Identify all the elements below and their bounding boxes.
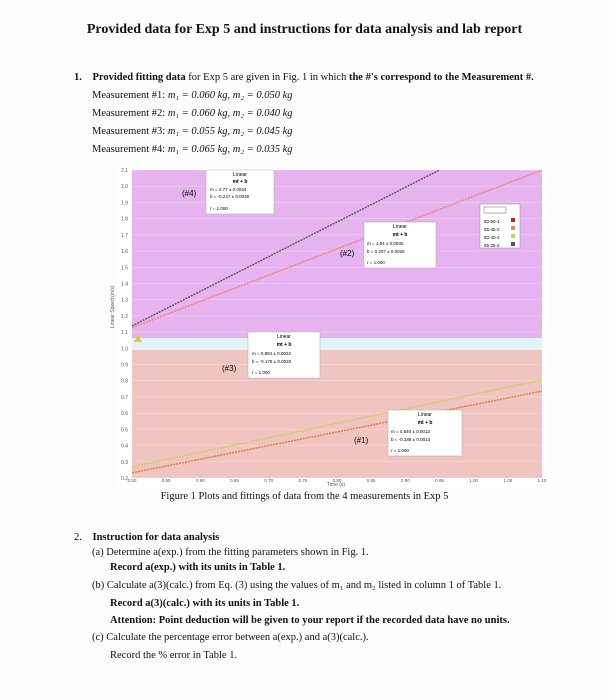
legend-swatch-3 [511, 234, 515, 238]
x-axis-label: Time (s) [326, 482, 346, 488]
measurement-2: Measurement #2: m₁ = 0.060 kg, m₂ = 0.040 kg [92, 108, 293, 119]
measurement-1: Measurement #1: m₁ = 0.060 kg, m₂ = 0.050 kg [92, 90, 293, 101]
y-tick-label: 1.8 [121, 216, 128, 223]
y-tick-label: 0.5 [121, 427, 128, 434]
svg-text:mt + b: mt + b [417, 420, 433, 426]
y-tick-label: 0.8 [121, 378, 128, 385]
y-tick-label: 2.1 [121, 168, 128, 174]
svg-text:b = -0.247 ± 0.0039: b = -0.247 ± 0.0039 [210, 194, 250, 199]
x-tick-label: 0.70 [264, 478, 274, 483]
measurement-4: Measurement #4: m₁ = 0.065 kg, m₂ = 0.035 kg [92, 144, 293, 155]
x-tick-label: 0.75 [298, 478, 308, 483]
y-tick-label: 1.4 [121, 281, 128, 288]
step-c: (c) Calculate the percentage error between a(exp.) and a(3)(calc.). [92, 632, 369, 643]
legend-dropdown[interactable] [484, 207, 506, 213]
y-tick-label: 0.2 [121, 476, 128, 482]
svg-text:Linear: Linear [418, 412, 432, 418]
legend-item-2: 55-45-2 [484, 227, 500, 232]
y-tick-label: 0.4 [121, 443, 128, 450]
legend-swatch-4 [511, 242, 515, 246]
svg-text:m = 1.84 ± 0.0030: m = 1.84 ± 0.0030 [367, 241, 404, 246]
label-1: (#1) [354, 436, 369, 445]
svg-text:b = 0.207 ± 0.0026: b = 0.207 ± 0.0026 [367, 249, 405, 254]
x-tick-label: 0.55 [161, 478, 171, 483]
section1-bold-tail: the #'s correspond to the Measurement #. [348, 72, 534, 83]
y-tick-label: 0.7 [121, 394, 128, 401]
x-tick-label: 1.10 [537, 478, 547, 483]
y-tick-label: 1.1 [121, 330, 128, 337]
step-a-record: Record a(exp.) with its units in Table 1. [110, 562, 286, 573]
label-3: (#3) [222, 364, 237, 373]
y-tick-label: 0.6 [121, 411, 128, 418]
x-tick-label: 0.95 [435, 478, 444, 483]
legend-item-3: 60-40-3 [484, 235, 500, 240]
section1-intro [74, 72, 534, 83]
y-tick-label: 0.9 [121, 362, 128, 369]
y-tick-label: 1.3 [121, 297, 128, 304]
lower-region [132, 350, 542, 478]
page-title: Provided data for Exp 5 and instructions for data analysis and lab report [86, 22, 523, 37]
y-tick-label: 1.5 [121, 265, 128, 272]
legend-swatch-2 [511, 226, 515, 230]
legend [480, 204, 520, 248]
fit-box-4 [206, 170, 274, 214]
section1-number: 1. [74, 72, 82, 83]
svg-text:m = 2.77 ± 0.0044: m = 2.77 ± 0.0044 [210, 187, 247, 192]
x-tick-label: 0.80 [332, 478, 342, 483]
fit-box-1 [388, 410, 462, 456]
svg-text:Linear: Linear [277, 334, 291, 340]
y-tick-label: 1.0 [121, 346, 128, 353]
svg-text:m = 0.840 ± 0.0013: m = 0.840 ± 0.0013 [391, 429, 430, 434]
x-tick-label: 0.90 [400, 478, 410, 483]
y-tick-label: 0.3 [121, 459, 128, 466]
step-b: (b) Calculate a(3)(calc.) from Eq. (3) using the values of m₁ and m₂ listed in column 1 of Table 1. [92, 580, 502, 591]
y-axis-label: Linear Speed (m/s) [110, 285, 116, 328]
y-tick-label: 2.0 [121, 184, 128, 191]
y-tick-label: 1.6 [121, 249, 128, 256]
x-tick-label: 0.60 [195, 478, 205, 483]
section2-heading: 2. Instruction for data analysis [74, 532, 220, 543]
figure-1-chart [110, 166, 548, 488]
step-a: (a) Determine a(exp.) from the fitting parameters shown in Fig. 1. [92, 547, 369, 558]
fit-box-2 [364, 222, 436, 268]
svg-text:r = 1.000: r = 1.000 [252, 370, 270, 375]
fit-box-3 [248, 332, 320, 378]
legend-item-4: 65-35-2 [484, 243, 500, 248]
x-tick-label: 1.00 [469, 478, 479, 483]
svg-text:b = -0.178 ± 0.0020: b = -0.178 ± 0.0020 [252, 359, 292, 364]
step-c-record: Record the % error in Table 1. [110, 650, 238, 661]
svg-text:b = -0.188 ± 0.0013: b = -0.188 ± 0.0013 [391, 437, 431, 442]
label-2: (#2) [340, 249, 355, 258]
svg-text:Linear: Linear [233, 172, 247, 178]
step-b-record: Record a(3)(calc.) with its units in Table 1. [110, 598, 300, 609]
measurement-3: Measurement #3: m₁ = 0.055 kg, m₂ = 0.045 kg [92, 126, 293, 137]
svg-text:mt + b: mt + b [276, 342, 292, 348]
legend-item-1: 60-50-1 [484, 219, 500, 224]
y-tick-label: 1.2 [121, 313, 128, 320]
x-tick-label: 0.50 [127, 478, 137, 483]
x-tick-label: 0.85 [366, 478, 376, 483]
x-tick-label: 1.05 [503, 478, 513, 483]
svg-text:r = 1.000: r = 1.000 [391, 448, 409, 453]
figure-caption: Figure 1 Plots and fittings of data from the 4 measurements in Exp 5 [160, 491, 449, 502]
svg-text:mt + b: mt + b [392, 232, 408, 238]
svg-text:m = 0.894 ± 0.0022: m = 0.894 ± 0.0022 [252, 351, 291, 356]
svg-text:r = 1.000: r = 1.000 [367, 260, 385, 265]
section1-bold-lead: Provided fitting data [92, 72, 186, 83]
svg-text:Linear: Linear [393, 224, 407, 230]
label-4: (#4) [182, 189, 197, 198]
x-tick-label: 0.65 [230, 478, 239, 483]
section1-text: for Exp 5 are given in Fig. 1 in which [185, 72, 349, 83]
svg-text:mt + b: mt + b [232, 179, 248, 185]
y-tick-label: 1.9 [121, 200, 128, 207]
legend-swatch-1 [511, 218, 515, 222]
y-tick-label: 1.7 [121, 232, 128, 239]
svg-text:r = 1.000: r = 1.000 [210, 206, 228, 211]
attention-note: Attention: Point deduction will be given to your report if the recorded data have no units. [110, 615, 510, 626]
